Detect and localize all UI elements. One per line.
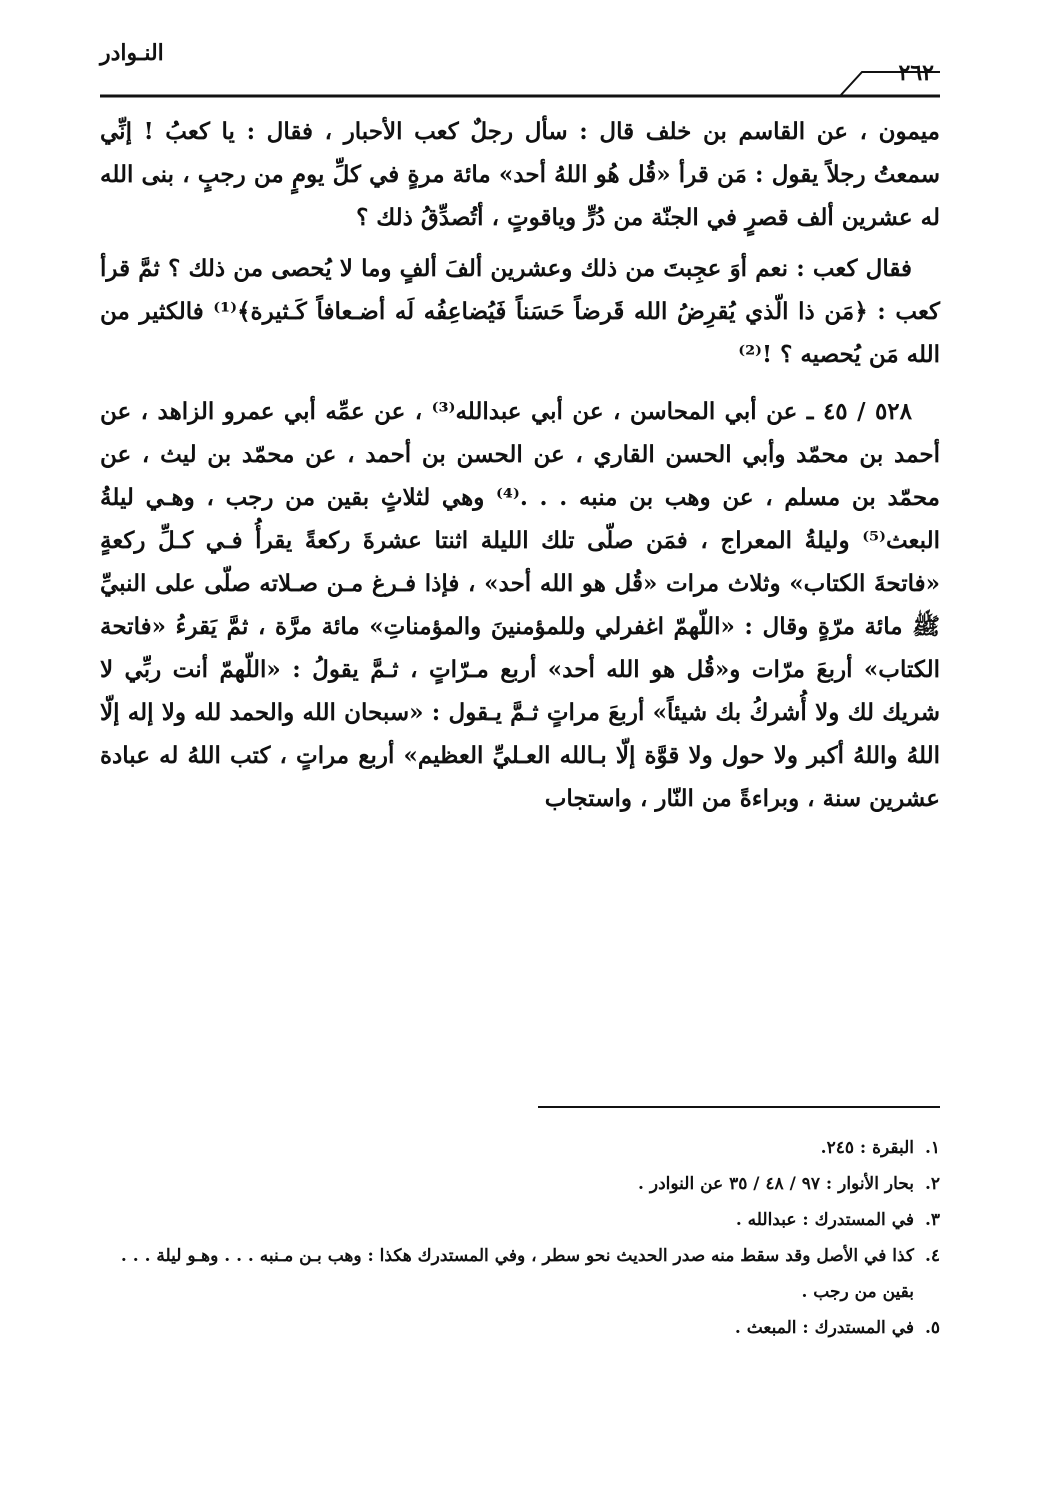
footnote-2 [100,1166,940,1202]
footnote-text: في المستدرك : عبدالله . [735,1210,914,1230]
footnote-number: ٤. [924,1246,940,1266]
footnote-number: ٥. [924,1318,940,1338]
paragraph-1: ميمون ، عن القاسم بن خلف قال : سأل رجلٌ كعب الأحبار ، فقال : يا كعبُ ! إنِّي سمعتُ رجلاً يقول : مَن قرأ «قُل هُو اللهُ أحد» مائة مرةٍ في كلِّ يومٍ من رجبٍ ، بنى الله له عشرين ألف قصرٍ في الجنّة من دُرٍّ وياقوتٍ ، أتُصدِّقُ ذلك ؟ [100,118,940,231]
footnote-number: ٢. [924,1174,940,1194]
header-rule [100,68,940,98]
footnote-text: البقرة : ٢٤٥. [820,1138,914,1158]
main-text [100,110,940,834]
paragraph-2: فقال كعب : نعم أوَ عجِبتَ من ذلك وعشرين ألفَ ألفٍ وما لا يُحصى من ذلك ؟ ثمَّ قرأ كعب : ﴿مَن ذا الّذي يُقرِضُ الله قَرضاً حَسَناً فَيُضاعِفُه لَه أضـعافاً كَـثيرة﴾⁽¹⁾ فالكثير من الله مَن يُحصيه ؟ !⁽²⁾ [100,255,940,368]
footnote-5 [100,1310,940,1346]
footnotes [100,1130,940,1346]
footnote-4 [100,1238,940,1310]
footnote-number: ٣. [924,1210,940,1230]
footnote-text: بحار الأنوار : ٩٧ / ٤٨ / ٣٥ عن النوادر . [638,1174,914,1194]
footnote-text: في المستدرك : المبعث . [734,1318,914,1338]
page-header [100,40,940,100]
footnote-separator [538,1106,940,1108]
footnote-3 [100,1202,940,1238]
footnote-number: ١. [924,1138,940,1158]
paragraph-3: ٥٢٨ / ٤٥ ـ عن أبي المحاسن ، عن أبي عبدالله⁽³⁾ ، عن عمِّه أبي عمرو الزاهد ، عن أحمد بن محمّد وأبي الحسن القاري ، عن الحسن بن أحمد ، عن محمّد بن ليث ، عن محمّد بن مسلم ، عن وهب بن منبه . . .⁽⁴⁾ وهي لثلاثٍ بقين من رجب ، وهـي ليلةُ البعث⁽⁵⁾ وليلةُ المعراج ، فمَن صلّى تلك الليلة اثنتا عشرةَ ركعةً يقرأُ فـي كـلِّ ركعةٍ «فاتحةَ الكتاب» وثلاث مرات «قُل هو الله أحد» ، فإذا فـرغ مـن صـلاته صلّى على النبيِّ ﷺ مائة مرّةٍ وقال : «اللّهمّ اغفرلي وللمؤمنينَ والمؤمناتِ» مائة مرَّة ، ثمَّ يَقرءُ «فاتحة الكتاب» أربعَ مرّات و«قُل هو الله أحد» أربع مـرّاتٍ ، ثـمَّ يقولُ : «اللّهمّ أنت ربِّي لا شريك لك ولا أُشركُ بك شيئاً» أربعَ مراتٍ ثـمَّ يـقول : «سبحان الله والحمد لله ولا إله إلّا اللهُ واللهُ أكبر ولا حول ولا قوَّة إلّا بـالله العـليِّ العظيم» أربع مراتٍ ، كتب اللهُ له عبادة عشرين سنة ، وبراءةً من النّار ، واستجاب [100,398,940,812]
running-title: النـوادر [100,40,164,66]
footnote-text: كذا في الأصل وقد سقط منه صدر الحديث نحو سطر ، وفي المستدرك هكذا : وهب بـن مـنبه . . . وهـو ليلة . . . بقين من رجب . [120,1246,914,1302]
footnote-1 [100,1130,940,1166]
page-number: ٢٦٢ [898,60,934,86]
